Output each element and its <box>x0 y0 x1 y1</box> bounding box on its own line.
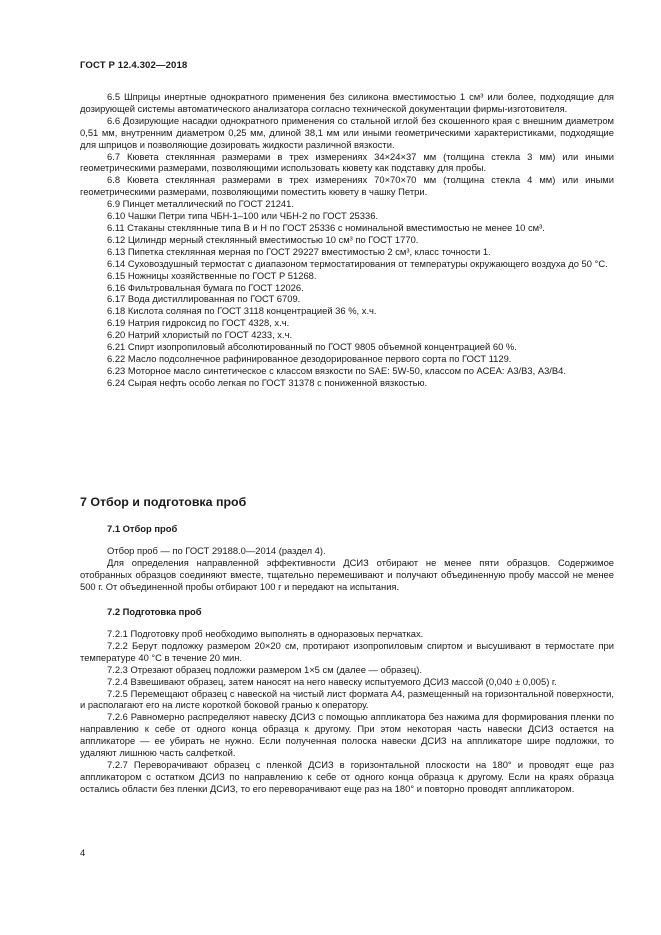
item-6-6: 6.6 Дозирующие насадки однократного применения со стальной иглой без скошенного края с внешним диаметром 0,51 мм, внутренним диаметром 0,25 мм, длиной 38,1 мм или иными геометрическими характеристиками, подходящие для шприцов и позволяющие дозировать жидкости различной вязкости. <box>80 114 614 150</box>
item-6-22: 6.22 Масло подсолнечное рафинированное дезодорированное первого сорта по ГОСТ 1129. <box>107 352 512 364</box>
subsection-7-1-body <box>80 545 614 593</box>
equipment-list <box>80 91 614 389</box>
item-6-7: 6.7 Кювета стеклянная размерами в трех измерениях 34×24×37 мм (толщина стекла 3 мм) или иными геометрическими размерами, позволяющими использовать кювету как подставку для пробы. <box>80 150 614 174</box>
item-6-20: 6.20 Натрий хлористый по ГОСТ 4233, х.ч. <box>107 329 293 341</box>
item-6-12: 6.12 Цилиндр мерный стеклянный вместимостью 10 см³ по ГОСТ 1770. <box>107 233 419 245</box>
item-6-9: 6.9 Пинцет металлический по ГОСТ 21241. <box>107 198 294 210</box>
paragraph-7-2-6: 7.2.6 Равномерно распределяют навеску ДСИЗ с помощью аппликатора без нажима для формирования пленки по направлению к себе от одного конца образца к другому. При этом некоторая часть навески ДСИЗ остается на аппликаторе — ее убирать не нужно. Если полученная полоска навески ДСИЗ на аппликаторе шире подложки, то удаляют лишнюю часть салфеткой. <box>80 711 614 759</box>
paragraph-7-2-3: 7.2.3 Отрезают образец подложки размером 1×5 см (далее — образец). <box>107 663 422 675</box>
document-header: ГОСТ Р 12.4.302—2018 <box>80 60 188 71</box>
item-6-16: 6.16 Фильтровальная бумага по ГОСТ 12026. <box>107 281 304 293</box>
paragraph-7-2-4: 7.2.4 Взвешивают образец, затем наносят на него навеску испытуемого ДСИЗ массой (0,040 ± 0,005) г. <box>107 675 557 687</box>
item-6-10: 6.10 Чашки Петри типа ЧБН-1–100 или ЧБН-2 по ГОСТ 25336. <box>107 210 379 222</box>
paragraph-7-2-1: 7.2.1 Подготовку проб необходимо выполнять в одноразовых перчатках. <box>107 628 424 639</box>
page-number: 4 <box>80 847 86 858</box>
subsection-7-2-heading: 7.2 Подготовка проб <box>107 606 202 617</box>
paragraph-7-2-5: 7.2.5 Перемещают образец с навеской на чистый лист формата А4, размещенный на горизонтальной поверхности, и располагают его на листе короткой боковой гранью к оператору. <box>80 687 614 711</box>
item-6-5: 6.5 Шприцы инертные однократного применения без силикона вместимостью 1 см³ или более, подходящие для дозирующей системы автоматического анализатора согласно технической документации фирмы-изготовителя. <box>80 91 614 114</box>
item-6-11: 6.11 Стаканы стеклянные типа В и Н по ГОСТ 25336 с номинальной вместимостью не менее 10 см³. <box>107 221 545 233</box>
paragraph-7-2-7: 7.2.7 Переворачивают образец с пленкой ДСИЗ в горизонтальной плоскости на 180° и проводят еще раз аппликатором с остатком ДСИЗ по направлению к себе от одного конца образца к другому. Если на краях образца остались области без пленки ДСИЗ, то его переворачивают еще раз на 180° и повторно проводят аппликатором. <box>80 758 614 794</box>
item-6-14: 6.14 Суховоздушный термостат с диапазоном термостатирования от температуры окружающего воздуха до 50 °С. <box>107 257 608 269</box>
item-6-23: 6.23 Моторное масло синтетическое с классом вязкости по SAE: 5W-50, классом по АСЕА: А3/В3, А3/В4. <box>107 364 566 376</box>
item-6-8: 6.8 Кювета стеклянная размерами в трех измерениях 70×70×70 мм (толщина стекла 4 мм) или иными геометрическими размерами, позволяющими поместить кювету в чашку Петри. <box>80 174 614 198</box>
item-6-17: 6.17 Вода дистиллированная по ГОСТ 6709. <box>107 293 301 305</box>
item-6-18: 6.18 Кислота соляная по ГОСТ 3118 концентрацией 36 %, х.ч. <box>107 305 377 317</box>
paragraph: Для определения направленной эффективности ДСИЗ отбирают не менее пяти образцов. Содержимое отобранных образцов соединяют вместе, тщательно перемешивают и получают объединенную пробу массой не менее 500 г. От объединенной пробы отбирают 100 г и передают на испытания. <box>80 556 614 592</box>
item-6-21: 6.21 Спирт изопропиловый абсолютированный по ГОСТ 9805 объемной концентрацией 60 %. <box>107 341 517 353</box>
subsection-7-1-heading: 7.1 Отбор проб <box>107 523 178 534</box>
section-7-heading: 7 Отбор и подготовка проб <box>80 495 247 509</box>
item-6-24: 6.24 Сырая нефть особо легкая по ГОСТ 31378 с пониженной вязкостью. <box>107 376 428 388</box>
item-6-19: 6.19 Натрия гидроксид по ГОСТ 4328, х.ч. <box>107 317 290 329</box>
item-6-13: 6.13 Пипетка стеклянная мерная по ГОСТ 29227 вместимостью 2 см³, класс точности 1. <box>107 245 491 257</box>
item-6-15: 6.15 Ножницы хозяйственные по ГОСТ Р 51268. <box>107 269 317 281</box>
paragraph: Отбор проб — по ГОСТ 29188.0—2014 (раздел 4). <box>107 545 326 556</box>
paragraph-7-2-2: 7.2.2 Берут подложку размером 20×20 см, протирают изопропиловым спиртом и высушивают в термостате при температуре 40 °С в течение 20 мин. <box>80 639 614 663</box>
subsection-7-2-body <box>80 628 614 795</box>
